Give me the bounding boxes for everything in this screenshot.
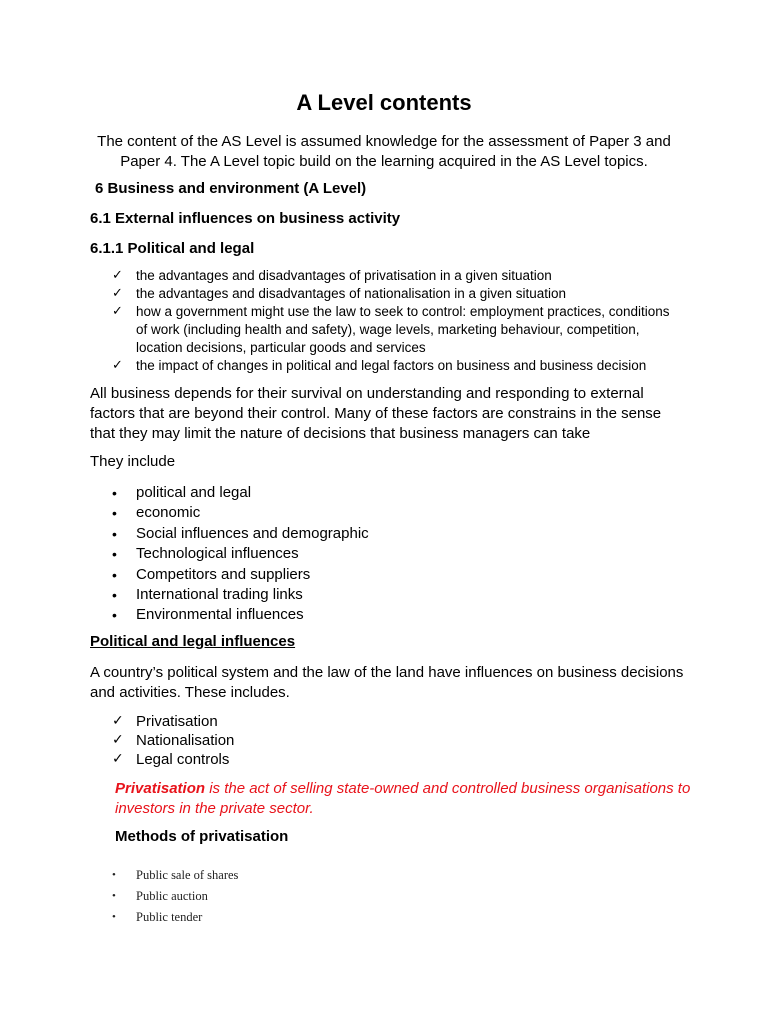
- list-item: [112, 605, 369, 625]
- list-item-text: Public tender: [136, 910, 203, 924]
- list-item: [112, 483, 369, 503]
- bullet-icon: •: [112, 911, 116, 923]
- syllabus-checklist: [112, 267, 672, 375]
- list-item: [112, 503, 369, 523]
- bullet-icon: •: [112, 505, 117, 522]
- list-item: [112, 865, 238, 886]
- list-item-text: political and legal: [136, 484, 252, 501]
- section-heading: 6 Business and environment (A Level): [95, 180, 367, 197]
- list-item: [112, 907, 238, 928]
- external-factors-paragraph: All business depends for their survival on understanding and responding to external factors that are beyond their control. Many of these factors are constrains in the sense that they may limit the nature of decisions that business managers can take: [90, 385, 662, 442]
- bullet-icon: •: [112, 566, 117, 583]
- bullet-icon: •: [112, 546, 117, 563]
- bullet-icon: •: [112, 607, 117, 624]
- list-item-text: International trading links: [136, 586, 303, 604]
- definition-text: is the act of selling state-owned and controlled business organisations to investors in the private sector.: [115, 780, 691, 817]
- checklist-item: [112, 357, 672, 375]
- political-legal-heading: Political and legal influences: [90, 633, 296, 650]
- list-item-text: Public auction: [136, 889, 208, 903]
- list-item: [112, 886, 238, 907]
- they-include-text: They include: [90, 453, 176, 470]
- page-title: A Level contents: [296, 90, 472, 115]
- checklist-item-text: the advantages and disadvantages of privatisation in a given situation: [136, 268, 552, 283]
- check-icon: ✓: [112, 268, 123, 283]
- checklist-item-text: Legal controls: [136, 751, 230, 768]
- checklist-item: [112, 712, 234, 731]
- political-checklist: [112, 712, 234, 769]
- list-item: [112, 585, 369, 605]
- bullet-icon: •: [112, 525, 117, 542]
- checklist-item-text: how a government might use the law to seek to control: employment practices, conditions of work (including health and safety), wage levels, marketing behaviour, competition, location decisions, particular goods and services: [136, 304, 670, 355]
- subsection-heading: 6.1 External influences on business activity: [90, 210, 401, 227]
- privatisation-definition: [115, 779, 695, 819]
- methods-heading: Methods of privatisation: [115, 828, 289, 845]
- list-item-text: Environmental influences: [136, 606, 304, 624]
- list-item: [112, 544, 369, 564]
- political-paragraph: A country’s political system and the law of the land have influences on business decisions and activities. These includes.: [90, 664, 684, 701]
- check-icon: ✓: [112, 286, 123, 301]
- list-item: [112, 565, 369, 585]
- checklist-item: [112, 303, 672, 357]
- list-item-text: Public sale of shares: [136, 868, 239, 882]
- list-item: [112, 524, 369, 544]
- checklist-item-text: Privatisation: [136, 713, 218, 730]
- bullet-icon: •: [112, 869, 116, 881]
- list-item-text: Competitors and suppliers: [136, 565, 311, 583]
- check-icon: ✓: [112, 751, 124, 767]
- definition-term: Privatisation: [115, 780, 206, 797]
- checklist-item-text: the advantages and disadvantages of nationalisation in a given situation: [136, 286, 567, 301]
- check-icon: ✓: [112, 732, 124, 748]
- methods-list: [112, 865, 238, 928]
- checklist-item-text: Nationalisation: [136, 732, 235, 749]
- bullet-icon: •: [112, 587, 117, 604]
- list-item-text: Social influences and demographic: [136, 524, 369, 542]
- check-icon: ✓: [112, 358, 123, 373]
- checklist-item: [112, 285, 672, 303]
- check-icon: ✓: [112, 304, 123, 319]
- list-item-text: Technological influences: [136, 545, 299, 563]
- checklist-item-text: the impact of changes in political and legal factors on business and business decision: [136, 358, 647, 373]
- intro-paragraph: The content of the AS Level is assumed knowledge for the assessment of Paper 3 and Paper 4. The A Level topic build on the learning acquired in the AS Level topics.: [97, 133, 671, 170]
- bullet-icon: •: [112, 485, 117, 501]
- list-item-text: economic: [136, 504, 201, 522]
- checklist-item: [112, 267, 672, 285]
- subsubsection-heading: 6.1.1 Political and legal: [90, 240, 255, 257]
- checklist-item: [112, 731, 234, 750]
- factors-list: [112, 483, 369, 626]
- checklist-item: [112, 750, 234, 769]
- check-icon: ✓: [112, 713, 124, 729]
- bullet-icon: •: [112, 890, 116, 902]
